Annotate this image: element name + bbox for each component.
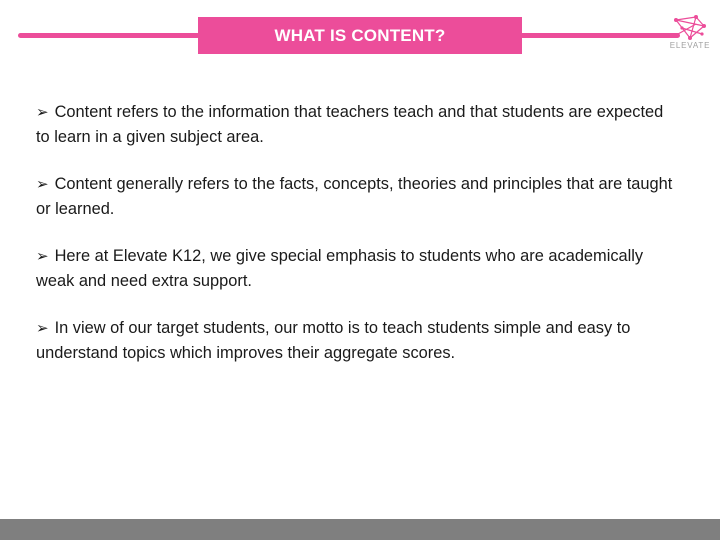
arrow-bullet-icon: ➢ xyxy=(36,320,49,337)
bullet-text: Content refers to the information that teachers teach and that students are expected to learn in a given subject area. xyxy=(36,103,664,146)
list-item xyxy=(36,316,676,365)
arrow-bullet-icon: ➢ xyxy=(36,176,49,193)
elevate-logo xyxy=(666,14,714,60)
bullet-text: In view of our target students, our motto is to teach students simple and easy to understand topics which improves their aggregate scores. xyxy=(36,319,631,362)
title-rule-left xyxy=(18,33,200,38)
footer-bar xyxy=(0,519,720,540)
bullet-list xyxy=(36,100,676,388)
slide-title-text: WHAT IS CONTENT? xyxy=(274,25,446,45)
arrow-bullet-icon: ➢ xyxy=(36,104,49,121)
list-item xyxy=(36,100,676,149)
list-item xyxy=(36,172,676,221)
list-item xyxy=(36,244,676,293)
arrow-bullet-icon: ➢ xyxy=(36,248,49,265)
slide-title xyxy=(198,17,522,54)
network-star-icon xyxy=(666,14,714,44)
logo-text: ELEVATE xyxy=(669,41,711,50)
bullet-text: Here at Elevate K12, we give special emphasis to students who are academically weak and need extra support. xyxy=(36,247,644,290)
bullet-text: Content generally refers to the facts, concepts, theories and principles that are taught or learned. xyxy=(36,175,673,218)
title-rule-right xyxy=(520,33,680,38)
